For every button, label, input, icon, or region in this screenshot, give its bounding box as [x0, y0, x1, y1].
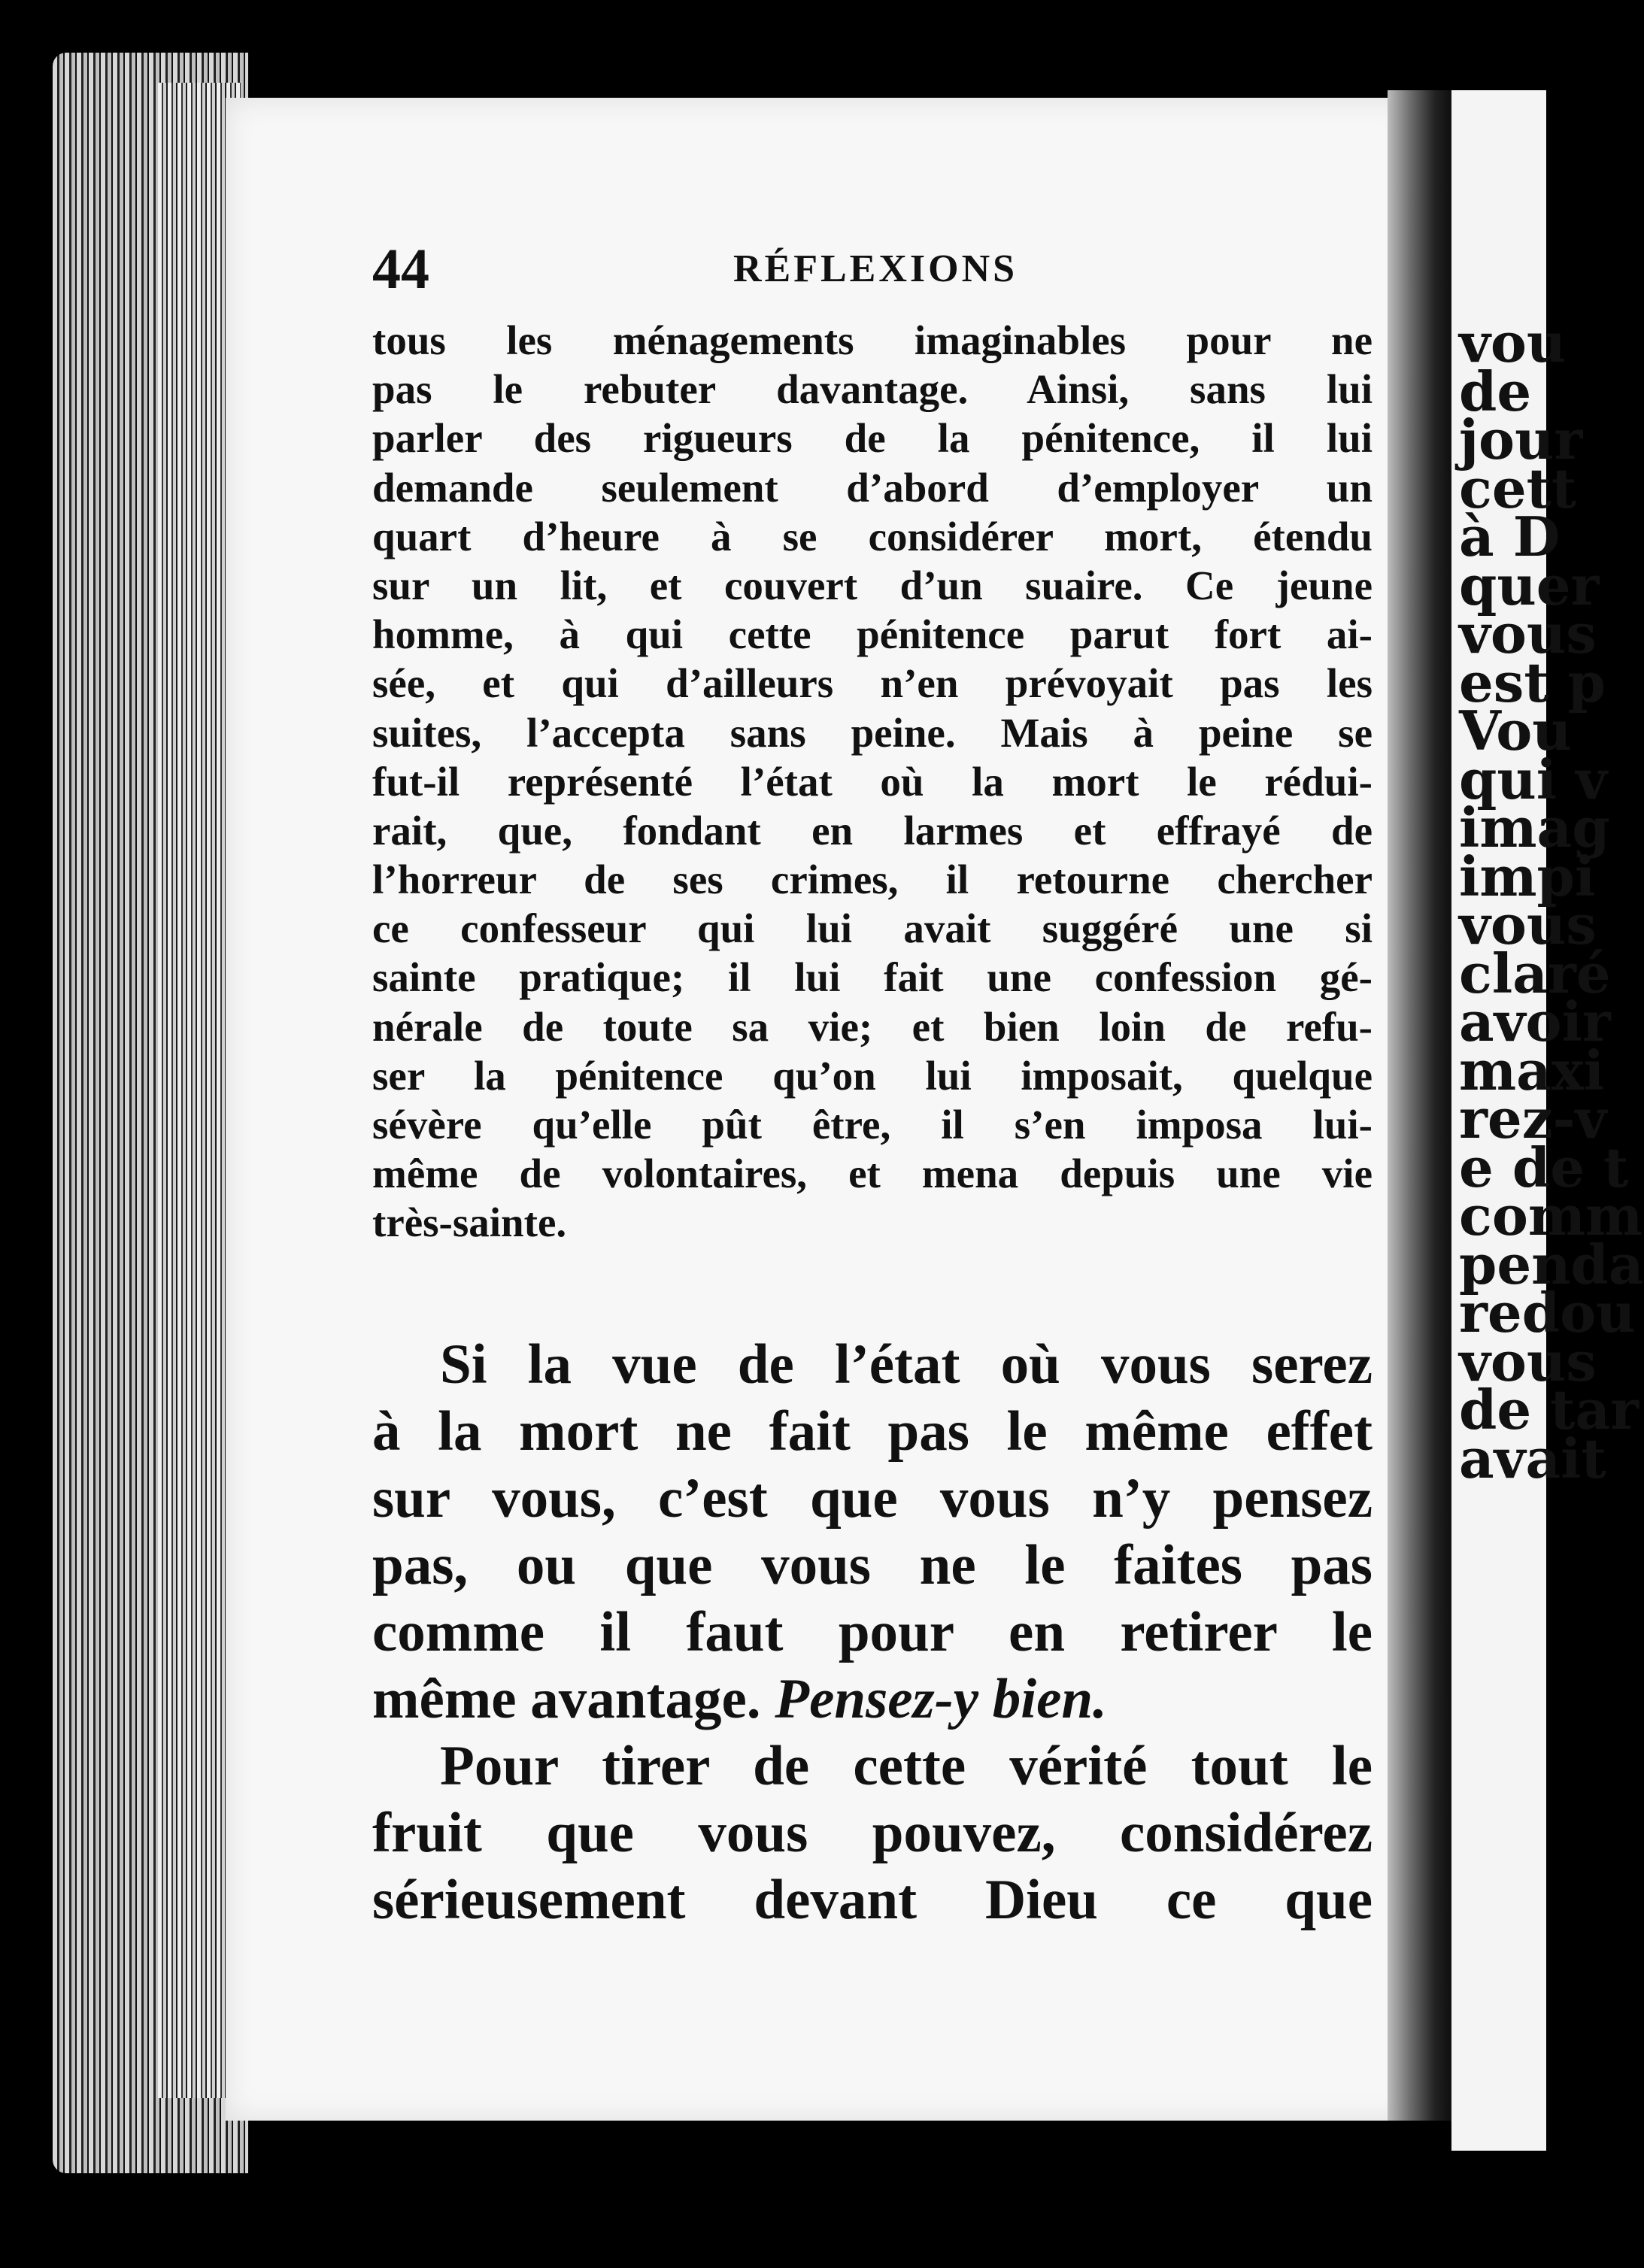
facing-text-fragment: rez-v [1459, 1087, 1607, 1151]
running-head [372, 238, 1373, 301]
text-line: ser la pénitence qu’on lui imposait, quelque [372, 1052, 1373, 1099]
facing-text-fragment: maxi [1459, 1038, 1605, 1102]
facing-page [1451, 90, 1644, 2151]
facing-text-fragment: claré [1459, 941, 1611, 1005]
text-line: sée, et qui d’ailleurs n’en prévoyait pas les [372, 660, 1373, 707]
book-gutter [1388, 90, 1455, 2121]
facing-text-fragment: avoir [1459, 990, 1611, 1054]
text-line: quart d’heure à se considérer mort, étendu [372, 513, 1373, 559]
small-text-block [372, 316, 1373, 1248]
text-line: comme il faut pour en retirer le [372, 1601, 1373, 1663]
facing-text-fragment: de tar [1459, 1378, 1639, 1442]
paragraph-1 [372, 1331, 1373, 1666]
facing-text-fragment: e de t [1459, 1135, 1629, 1199]
page-number: 44 [372, 238, 429, 301]
facing-text-fragment: vous [1459, 893, 1597, 957]
text-line: sérieusement devant Dieu ce que [372, 1869, 1373, 1931]
text-line: l’horreur de ses crimes, il retourne chercher [372, 857, 1373, 903]
paragraph-1-last-plain: même avantage. [372, 1668, 775, 1730]
text-line: même de volontaires, et mena depuis une vie [372, 1151, 1373, 1197]
facing-text-fragment: quer [1459, 553, 1600, 617]
facing-text-fragment: à D [1459, 505, 1561, 569]
facing-text-fragment: Vou [1459, 699, 1572, 763]
facing-text-fragment: vous [1459, 1329, 1597, 1393]
facing-text-fragment: impi [1459, 844, 1596, 908]
text-line: à la mort ne fait pas le même effet [372, 1400, 1373, 1463]
paragraph-1-last-line [372, 1666, 1373, 1733]
facing-text-fragment: de [1459, 359, 1532, 423]
text-line: Pour tirer de cette vérité tout le [440, 1735, 1373, 1797]
text-line: très-sainte. [372, 1199, 567, 1246]
paragraph-2 [372, 1733, 1373, 1933]
text-line: pas, ou que vous ne le faites pas [372, 1534, 1373, 1596]
text-line: sévère qu’elle pût être, il s’en imposa lui- [372, 1102, 1373, 1148]
facing-text-fragment: jour [1459, 408, 1583, 471]
text-line: tous les ménagements imaginables pour ne [372, 317, 1373, 363]
text-line: demande seulement d’abord d’employer un [372, 464, 1373, 511]
facing-text-fragment: cett [1459, 456, 1577, 520]
facing-text-fragment: qui v [1459, 747, 1607, 811]
text-line: fruit que vous pouvez, considérez [372, 1802, 1373, 1864]
text-line: pas le rebuter davantage. Ainsi, sans lui [372, 366, 1373, 413]
text-line: rait, que, fondant en larmes et effrayé de [372, 807, 1373, 854]
facing-text-fragment: comm [1459, 1184, 1643, 1248]
paragraph-1-last-italic: Pensez-y bien. [775, 1668, 1107, 1730]
text-line: suites, l’accepta sans peine. Mais à peine se [372, 709, 1373, 756]
facing-text-fragment: vou [1459, 311, 1567, 374]
text-line: parler des rigueurs de la pénitence, il lui [372, 415, 1373, 462]
text-line: ce confesseur qui lui avait suggéré une si [372, 905, 1373, 952]
text-line: sainte pratique; il lui fait une confession gé- [372, 954, 1373, 1001]
facing-text-fragment: imag [1459, 796, 1610, 860]
running-title: RÉFLEXIONS [733, 247, 1018, 290]
text-line: sur un lit, et couvert d’un suaire. Ce jeune [372, 562, 1373, 608]
facing-text-fragment: penda [1459, 1232, 1644, 1296]
facing-text-fragment: est p [1459, 650, 1606, 714]
large-text-block [372, 1331, 1373, 1933]
facing-text-fragment: vous [1459, 602, 1597, 666]
text-line: sur vous, c’est que vous n’y pensez [372, 1467, 1373, 1530]
text-line: homme, à qui cette pénitence parut fort ai- [372, 611, 1373, 658]
text-line: nérale de toute sa vie; et bien loin de refu- [372, 1003, 1373, 1050]
text-line: fut-il représenté l’état où la mort le rédui- [372, 758, 1373, 805]
facing-text-fragment: avait [1459, 1426, 1606, 1490]
text-line: Si la vue de l’état où vous serez [440, 1333, 1373, 1396]
facing-text-fragment: redou [1459, 1281, 1636, 1345]
